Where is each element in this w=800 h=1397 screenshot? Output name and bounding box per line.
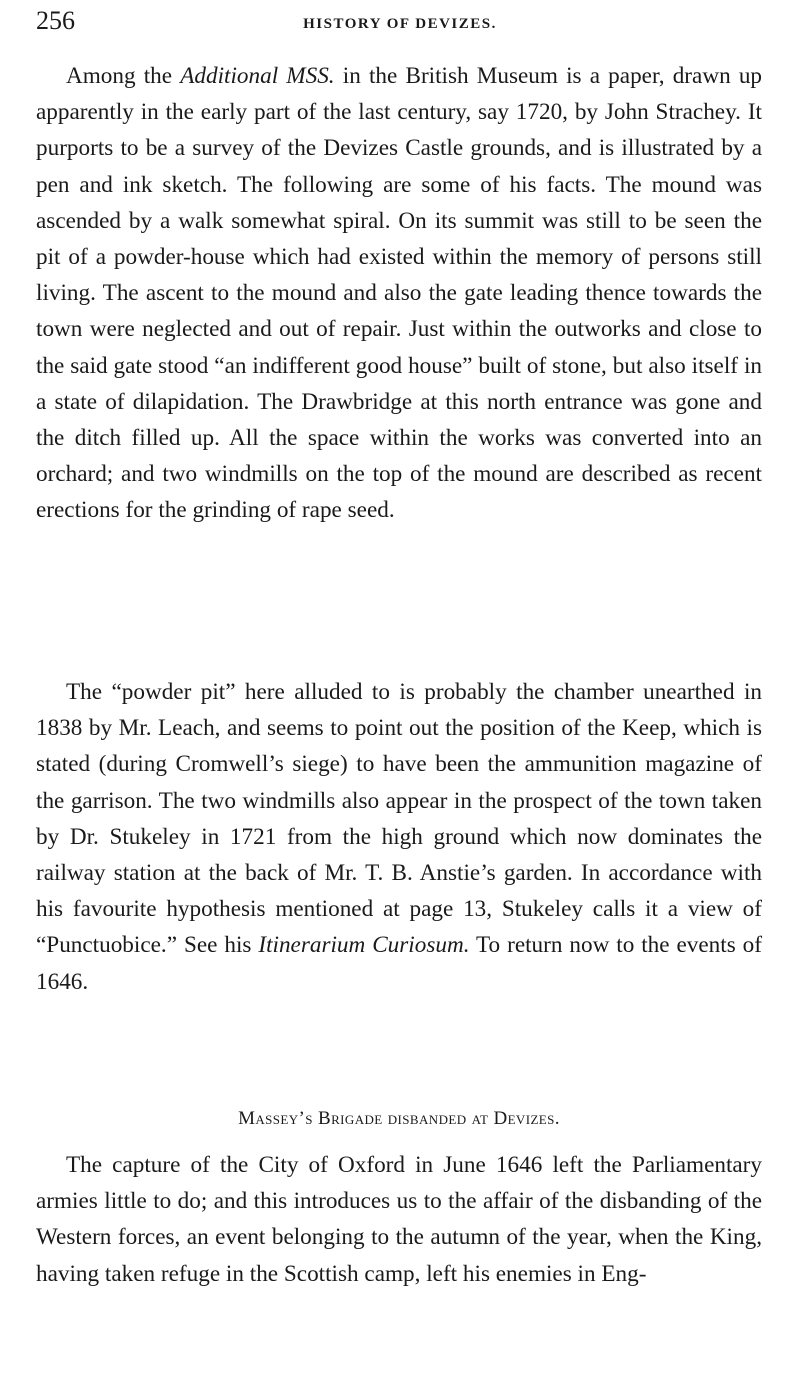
paragraph-oxford-capture [36,1147,762,1292]
page-header [36,4,764,38]
page-number: 256 [36,6,75,35]
paragraph-text: Among the Additional MSS. in the British Museum is a paper, drawn up apparently in the early part of the last century, say 1720, by John Strachey. It purports to be a survey of the Devizes Castle grounds, and is illustrated by a pen and ink sketch. The following are some of his facts. The mound was ascended by a walk somewhat spiral. On its summit was still to be seen the pit of a powder-house which had existed within the memory of persons still living. The ascent to the mound and also the gate leading thence towards the town were neglected and out of repair. Just within the outworks and close to the said gate stood “an indifferent good house” built of stone, but also itself in a state of dilapidation. The Drawbridge at this north entrance was gone and the ditch filled up. All the space within the works was converted into an orchard; and two windmills on the top of the mound are described as recent erections for the grinding of rape seed. [36,63,763,524]
italic-title: Itinerarium Curiosum. [258,932,470,959]
paragraph-text: The capture of the City of Oxford in June 1646 left the Parliamentary armies little to do; and this introduces us to the affair of the disbanding of the Western forces, an event belonging to the autumn of the year, when the King, having taken refuge in the Scottish camp, left his enemies in Eng- [36,1152,762,1287]
running-head: HISTORY OF DEVIZES. [303,16,497,32]
paragraph-powder-pit [36,674,762,1000]
paragraph-text: The “powder pit” here alluded to is probably the chamber unearthed in 1838 by Mr. Leach, and seems to point out the position of the Keep, which is stated (during Cromwell’s siege) to have been the ammunition magazine of the garrison. The two windmills also appear in the prospect of the town taken by Dr. Stukeley in 1721 from the high ground which now dominates the railway station at the back of Mr. T. B. Anstie’s garden. In accordance with his favourite hypothesis mentioned at page 13, Stukeley calls it a view of “Punctuobice.” See his Itinerarium Curiosum. To return now to the events of 1646. [36,679,762,995]
paragraph-strachey-survey [36,58,762,529]
section-heading: Massey’s Brigade disbanded at Devizes. [238,1108,560,1129]
italic-title: Additional MSS. [180,63,335,89]
